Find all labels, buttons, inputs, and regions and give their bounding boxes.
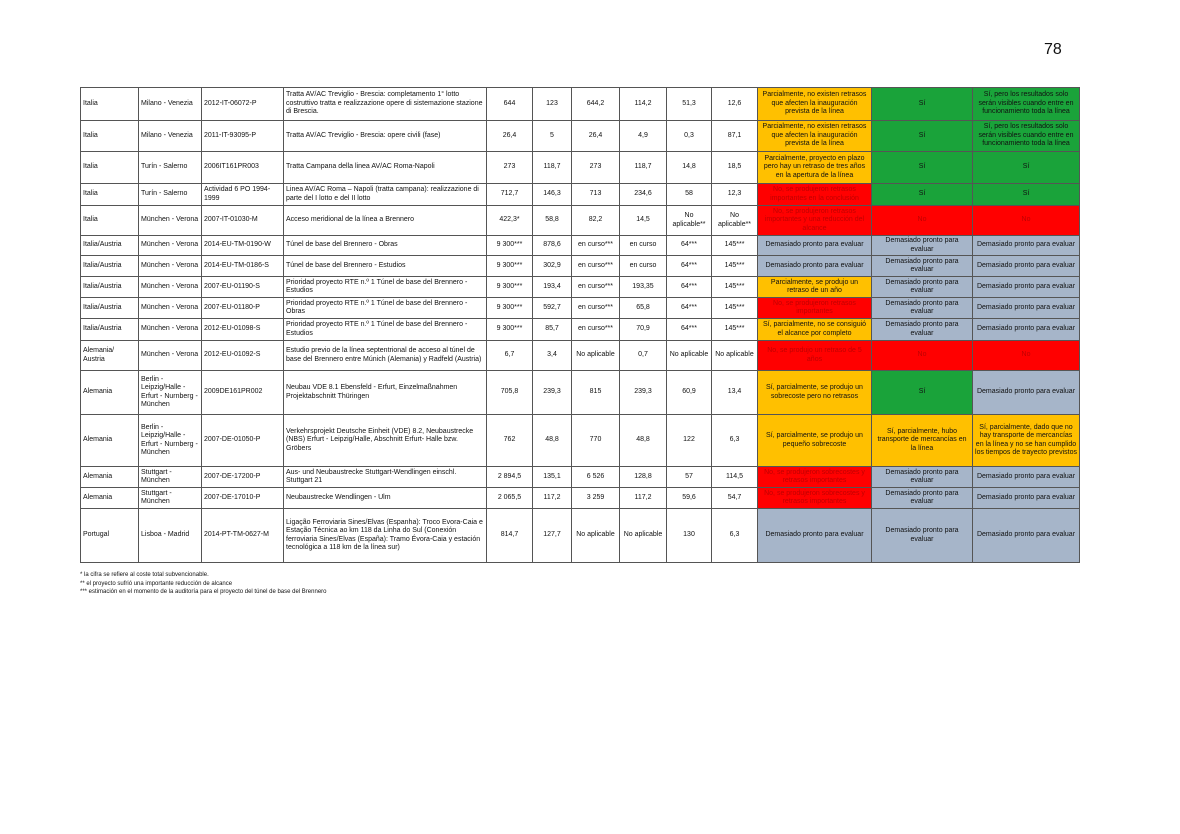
cell-value: 48,8 bbox=[533, 415, 572, 467]
cell-value: 14,5 bbox=[620, 206, 667, 236]
cell-evaluation: Demasiado pronto para evaluar bbox=[872, 319, 973, 341]
table-row bbox=[81, 415, 1080, 467]
cell-country: Italia bbox=[81, 88, 139, 121]
cell-value: 273 bbox=[487, 152, 533, 184]
projects-table bbox=[80, 87, 1080, 563]
cell-value: No aplicable** bbox=[712, 206, 758, 236]
cell-route: München - Verona bbox=[139, 319, 202, 341]
cell-value: 130 bbox=[667, 509, 712, 563]
cell-route: München - Verona bbox=[139, 341, 202, 371]
cell-country: Alemania bbox=[81, 467, 139, 488]
cell-country: Italia/Austria bbox=[81, 277, 139, 298]
cell-value: 9 300*** bbox=[487, 236, 533, 256]
cell-value: 422,3* bbox=[487, 206, 533, 236]
cell-description: Túnel de base del Brennero - Obras bbox=[284, 236, 487, 256]
cell-value: 58 bbox=[667, 184, 712, 206]
cell-evaluation: Sí, parcialmente, se produjo un sobrecoste pero no retrasos bbox=[758, 371, 872, 415]
cell-value: 4,9 bbox=[620, 121, 667, 152]
cell-value: 3 259 bbox=[572, 488, 620, 509]
cell-value: en curso bbox=[620, 236, 667, 256]
table-row bbox=[81, 236, 1080, 256]
cell-evaluation: Demasiado pronto para evaluar bbox=[973, 298, 1080, 319]
cell-country: Alemania bbox=[81, 371, 139, 415]
cell-value: 239,3 bbox=[533, 371, 572, 415]
cell-evaluation: No, se produjeron retrasos importantes y una reducción del alcance bbox=[758, 206, 872, 236]
cell-evaluation: Sí bbox=[872, 371, 973, 415]
cell-code: 2006IT161PR003 bbox=[202, 152, 284, 184]
table-row bbox=[81, 277, 1080, 298]
cell-value: 70,9 bbox=[620, 319, 667, 341]
cell-evaluation: No, se produjeron sobrecostes y retrasos importantes bbox=[758, 488, 872, 509]
cell-evaluation: Demasiado pronto para evaluar bbox=[973, 467, 1080, 488]
cell-value: 644,2 bbox=[572, 88, 620, 121]
cell-evaluation: Demasiado pronto para evaluar bbox=[973, 236, 1080, 256]
table-row bbox=[81, 206, 1080, 236]
cell-evaluation: Parcialmente, no existen retrasos que afecten la inauguración prevista de la línea bbox=[758, 88, 872, 121]
cell-description: Ligação Ferroviaria Sines/Elvas (Espanha): Troco Evora-Caia e Estação Técnica ao km 118 da Linha do Sul (Conexión ferroviaria Sines/Elvas (España): Tramo Évora-Caia y estación tecnológica a 118 km de la línea sur) bbox=[284, 509, 487, 563]
cell-evaluation: Demasiado pronto para evaluar bbox=[872, 236, 973, 256]
footnote: ** el proyecto sufrió una importante reducción de alcance bbox=[80, 580, 233, 587]
cell-value: 128,8 bbox=[620, 467, 667, 488]
cell-value: 712,7 bbox=[487, 184, 533, 206]
cell-value: 9 300*** bbox=[487, 277, 533, 298]
cell-value: en curso*** bbox=[572, 256, 620, 277]
cell-value: 2 065,5 bbox=[487, 488, 533, 509]
cell-value: 644 bbox=[487, 88, 533, 121]
cell-evaluation: No, se produjo un retraso de 5 años bbox=[758, 341, 872, 371]
cell-description: Neubaustrecke Wendlingen - Ulm bbox=[284, 488, 487, 509]
cell-route: Turín - Salerno bbox=[139, 152, 202, 184]
cell-value: en curso bbox=[620, 256, 667, 277]
cell-value: en curso*** bbox=[572, 319, 620, 341]
cell-value: 64*** bbox=[667, 236, 712, 256]
cell-value: No aplicable bbox=[667, 341, 712, 371]
cell-value: 64*** bbox=[667, 256, 712, 277]
cell-value: No aplicable bbox=[712, 341, 758, 371]
cell-value: 64*** bbox=[667, 277, 712, 298]
cell-evaluation: Sí, parcialmente, hubo transporte de mercancías en la línea bbox=[872, 415, 973, 467]
cell-country: Italia/Austria bbox=[81, 298, 139, 319]
cell-value: 814,7 bbox=[487, 509, 533, 563]
cell-description: Prioridad proyecto RTE n.º 1 Túnel de base del Brennero - Estudios bbox=[284, 319, 487, 341]
cell-description: Tratta AV/AC Treviglio - Brescia: completamento 1° lotto costruttivo tratta e realizzazione opere di sistemazione stazione di Brescia. bbox=[284, 88, 487, 121]
cell-route: München - Verona bbox=[139, 277, 202, 298]
cell-evaluation: Parcialmente, se produjo un retraso de un año bbox=[758, 277, 872, 298]
cell-value: 770 bbox=[572, 415, 620, 467]
cell-evaluation: Demasiado pronto para evaluar bbox=[758, 236, 872, 256]
cell-description: Túnel de base del Brennero - Estudios bbox=[284, 256, 487, 277]
cell-value: No aplicable bbox=[572, 341, 620, 371]
cell-value: 82,2 bbox=[572, 206, 620, 236]
cell-value: 146,3 bbox=[533, 184, 572, 206]
cell-evaluation: Sí, pero los resultados solo serán visibles cuando entre en funcionamiento toda la línea bbox=[973, 88, 1080, 121]
cell-value: 118,7 bbox=[533, 152, 572, 184]
cell-evaluation: Demasiado pronto para evaluar bbox=[973, 371, 1080, 415]
cell-description: Neubau VDE 8.1 Ebensfeld - Erfurt, Einzelmaßnahmen Projektabschnitt Thüringen bbox=[284, 371, 487, 415]
cell-value: 5 bbox=[533, 121, 572, 152]
cell-code: 2007-IT-01030-M bbox=[202, 206, 284, 236]
cell-value: 114,2 bbox=[620, 88, 667, 121]
cell-value: 302,9 bbox=[533, 256, 572, 277]
cell-evaluation: Demasiado pronto para evaluar bbox=[872, 509, 973, 563]
cell-route: München - Verona bbox=[139, 236, 202, 256]
cell-value: 6,3 bbox=[712, 509, 758, 563]
cell-value: 114,5 bbox=[712, 467, 758, 488]
cell-value: 122 bbox=[667, 415, 712, 467]
cell-value: 59,6 bbox=[667, 488, 712, 509]
cell-value: 2 894,5 bbox=[487, 467, 533, 488]
table-row bbox=[81, 467, 1080, 488]
cell-evaluation: Demasiado pronto para evaluar bbox=[973, 256, 1080, 277]
cell-value: 705,8 bbox=[487, 371, 533, 415]
cell-route: München - Verona bbox=[139, 298, 202, 319]
table-row bbox=[81, 184, 1080, 206]
cell-value: 0,3 bbox=[667, 121, 712, 152]
cell-value: 592,7 bbox=[533, 298, 572, 319]
cell-evaluation: Sí, parcialmente, se produjo un pequeño sobrecoste bbox=[758, 415, 872, 467]
cell-code: Actividad 6 PO 1994-1999 bbox=[202, 184, 284, 206]
cell-code: 2012-EU-01098-S bbox=[202, 319, 284, 341]
cell-value: 14,8 bbox=[667, 152, 712, 184]
cell-route: Berlin - Leipzig/Halle - Erfurt - Nurnberg - München bbox=[139, 371, 202, 415]
cell-value: 65,8 bbox=[620, 298, 667, 319]
cell-country: Portugal bbox=[81, 509, 139, 563]
cell-description: Prioridad proyecto RTE n.º 1 Túnel de base del Brennero - Obras bbox=[284, 298, 487, 319]
cell-value: 3,4 bbox=[533, 341, 572, 371]
cell-code: 2007-DE-17010-P bbox=[202, 488, 284, 509]
cell-route: Turín - Salerno bbox=[139, 184, 202, 206]
cell-value: 13,4 bbox=[712, 371, 758, 415]
cell-code: 2007-DE-01050-P bbox=[202, 415, 284, 467]
cell-value: 12,3 bbox=[712, 184, 758, 206]
table-row bbox=[81, 256, 1080, 277]
cell-evaluation: Demasiado pronto para evaluar bbox=[973, 277, 1080, 298]
cell-evaluation: Demasiado pronto para evaluar bbox=[872, 467, 973, 488]
table-row bbox=[81, 341, 1080, 371]
cell-country: Italia/Austria bbox=[81, 319, 139, 341]
cell-value: 26,4 bbox=[487, 121, 533, 152]
cell-value: No aplicable** bbox=[667, 206, 712, 236]
cell-value: 145*** bbox=[712, 298, 758, 319]
cell-value: 57 bbox=[667, 467, 712, 488]
cell-country: Alemania bbox=[81, 415, 139, 467]
cell-value: 193,4 bbox=[533, 277, 572, 298]
page-number: 78 bbox=[1044, 41, 1062, 58]
cell-description: Aus- und Neubaustrecke Stuttgart-Wendlingen einschl. Stuttgart 21 bbox=[284, 467, 487, 488]
cell-value: 117,2 bbox=[533, 488, 572, 509]
cell-description: Estudio previo de la línea septentrional de acceso al túnel de base del Brennero entre Múnich (Alemania) y Radfeld (Austria) bbox=[284, 341, 487, 371]
cell-code: 2007-DE-17200-P bbox=[202, 467, 284, 488]
cell-value: 713 bbox=[572, 184, 620, 206]
cell-country: Italia/Austria bbox=[81, 236, 139, 256]
cell-route: Milano - Venezia bbox=[139, 121, 202, 152]
cell-evaluation: Sí bbox=[973, 152, 1080, 184]
table-row bbox=[81, 509, 1080, 563]
cell-value: 118,7 bbox=[620, 152, 667, 184]
footnote: * la cifra se refiere al coste total subvencionable. bbox=[80, 572, 209, 578]
cell-evaluation: Sí, pero los resultados solo serán visibles cuando entre en funcionamiento toda la línea bbox=[973, 121, 1080, 152]
cell-value: 48,8 bbox=[620, 415, 667, 467]
cell-evaluation: No bbox=[872, 206, 973, 236]
table-row bbox=[81, 488, 1080, 509]
cell-value: 64*** bbox=[667, 298, 712, 319]
cell-description: Prioridad proyecto RTE n.º 1 Túnel de base del Brennero - Estudios bbox=[284, 277, 487, 298]
cell-value: 58,8 bbox=[533, 206, 572, 236]
cell-code: 2012-IT-06072-P bbox=[202, 88, 284, 121]
cell-description: Tratta Campana della linea AV/AC Roma-Napoli bbox=[284, 152, 487, 184]
cell-value: 9 300*** bbox=[487, 298, 533, 319]
cell-value: 64*** bbox=[667, 319, 712, 341]
cell-value: 878,6 bbox=[533, 236, 572, 256]
cell-evaluation: No bbox=[973, 341, 1080, 371]
cell-code: 2011-IT-93095-P bbox=[202, 121, 284, 152]
cell-evaluation: No bbox=[973, 206, 1080, 236]
cell-description: Tratta AV/AC Treviglio - Brescia: opere civili (fase) bbox=[284, 121, 487, 152]
cell-value: 60,9 bbox=[667, 371, 712, 415]
cell-country: Italia/Austria bbox=[81, 256, 139, 277]
cell-value: en curso*** bbox=[572, 277, 620, 298]
table-row bbox=[81, 371, 1080, 415]
cell-description: Verkehrsprojekt Deutsche Einheit (VDE) 8.2, Neubaustrecke (NBS) Erfurt - Leipzig/Halle, Abschnitt Erfurt- Halle bzw. Gröbers bbox=[284, 415, 487, 467]
cell-evaluation: Demasiado pronto para evaluar bbox=[872, 488, 973, 509]
cell-code: 2007-EU-01190-S bbox=[202, 277, 284, 298]
cell-value: 54,7 bbox=[712, 488, 758, 509]
cell-value: 193,35 bbox=[620, 277, 667, 298]
table-row bbox=[81, 152, 1080, 184]
cell-code: 2009DE161PR002 bbox=[202, 371, 284, 415]
footnote: *** estimación en el momento de la auditoría para el proyecto del túnel de base del Brennero bbox=[80, 589, 327, 596]
cell-value: en curso*** bbox=[572, 298, 620, 319]
cell-code: 2014-EU-TM-0190-W bbox=[202, 236, 284, 256]
cell-code: 2014-PT-TM-0627-M bbox=[202, 509, 284, 563]
cell-value: 145*** bbox=[712, 277, 758, 298]
cell-value: 145*** bbox=[712, 319, 758, 341]
cell-evaluation: No, se produjeron retrasos importantes en la conclusión bbox=[758, 184, 872, 206]
table-row bbox=[81, 319, 1080, 341]
cell-value: 51,3 bbox=[667, 88, 712, 121]
cell-code: 2007-EU-01180-P bbox=[202, 298, 284, 319]
cell-value: 18,5 bbox=[712, 152, 758, 184]
cell-route: München - Verona bbox=[139, 256, 202, 277]
cell-value: 239,3 bbox=[620, 371, 667, 415]
cell-evaluation: Demasiado pronto para evaluar bbox=[872, 298, 973, 319]
cell-value: 135,1 bbox=[533, 467, 572, 488]
cell-evaluation: Sí bbox=[872, 121, 973, 152]
cell-evaluation: Sí, parcialmente, dado que no hay transporte de mercancías en la línea y no se han cumplido los tiempos de trayecto previstos bbox=[973, 415, 1080, 467]
cell-country: Italia bbox=[81, 121, 139, 152]
cell-evaluation: Demasiado pronto para evaluar bbox=[973, 509, 1080, 563]
cell-value: No aplicable bbox=[620, 509, 667, 563]
cell-value: No aplicable bbox=[572, 509, 620, 563]
cell-evaluation: Demasiado pronto para evaluar bbox=[973, 319, 1080, 341]
cell-code: 2014-EU-TM-0186-S bbox=[202, 256, 284, 277]
cell-evaluation: Sí bbox=[872, 88, 973, 121]
cell-value: 273 bbox=[572, 152, 620, 184]
cell-value: 6,7 bbox=[487, 341, 533, 371]
cell-evaluation: Parcialmente, proyecto en plazo pero hay un retraso de tres años en la apertura de la línea bbox=[758, 152, 872, 184]
cell-route: Stuttgart - München bbox=[139, 467, 202, 488]
footnotes bbox=[80, 571, 327, 597]
cell-evaluation: No, se produjeron retrasos importantes bbox=[758, 298, 872, 319]
cell-evaluation: Demasiado pronto para evaluar bbox=[973, 488, 1080, 509]
cell-evaluation: Demasiado pronto para evaluar bbox=[758, 509, 872, 563]
cell-value: 762 bbox=[487, 415, 533, 467]
cell-value: 6 526 bbox=[572, 467, 620, 488]
cell-value: 127,7 bbox=[533, 509, 572, 563]
cell-route: Berlin - Leipzig/Halle - Erfurt - Nurnberg - München bbox=[139, 415, 202, 467]
cell-value: 234,6 bbox=[620, 184, 667, 206]
cell-value: en curso*** bbox=[572, 236, 620, 256]
cell-evaluation: Demasiado pronto para evaluar bbox=[872, 277, 973, 298]
cell-country: Alemania/ Austria bbox=[81, 341, 139, 371]
cell-country: Italia bbox=[81, 152, 139, 184]
cell-value: 87,1 bbox=[712, 121, 758, 152]
cell-value: 9 300*** bbox=[487, 319, 533, 341]
cell-value: 145*** bbox=[712, 236, 758, 256]
cell-value: 26,4 bbox=[572, 121, 620, 152]
cell-evaluation: Demasiado pronto para evaluar bbox=[872, 256, 973, 277]
cell-description: Linea AV/AC Roma – Napoli (tratta campana): realizzazione di parte del I lotto e del II lotto bbox=[284, 184, 487, 206]
cell-country: Alemania bbox=[81, 488, 139, 509]
cell-evaluation: Parcialmente, no existen retrasos que afecten la inauguración prevista de la línea bbox=[758, 121, 872, 152]
cell-route: Lisboa - Madrid bbox=[139, 509, 202, 563]
cell-evaluation: No bbox=[872, 341, 973, 371]
cell-route: Stuttgart - München bbox=[139, 488, 202, 509]
cell-evaluation: Sí bbox=[973, 184, 1080, 206]
cell-evaluation: Sí, parcialmente, no se consiguió el alcance por completo bbox=[758, 319, 872, 341]
table-row bbox=[81, 121, 1080, 152]
cell-route: Milano - Venezia bbox=[139, 88, 202, 121]
cell-value: 117,2 bbox=[620, 488, 667, 509]
cell-value: 0,7 bbox=[620, 341, 667, 371]
cell-value: 6,3 bbox=[712, 415, 758, 467]
cell-evaluation: Sí bbox=[872, 152, 973, 184]
table-row bbox=[81, 298, 1080, 319]
cell-country: Italia bbox=[81, 206, 139, 236]
cell-evaluation: Sí bbox=[872, 184, 973, 206]
cell-description: Acceso meridional de la línea a Brennero bbox=[284, 206, 487, 236]
cell-code: 2012-EU-01092-S bbox=[202, 341, 284, 371]
cell-value: 145*** bbox=[712, 256, 758, 277]
cell-value: 85,7 bbox=[533, 319, 572, 341]
cell-value: 815 bbox=[572, 371, 620, 415]
cell-evaluation: Demasiado pronto para evaluar bbox=[758, 256, 872, 277]
cell-evaluation: No, se produjeron sobrecostes y retrasos importantes bbox=[758, 467, 872, 488]
cell-value: 12,6 bbox=[712, 88, 758, 121]
cell-country: Italia bbox=[81, 184, 139, 206]
cell-route: München - Verona bbox=[139, 206, 202, 236]
cell-value: 123 bbox=[533, 88, 572, 121]
table-row bbox=[81, 88, 1080, 121]
cell-value: 9 300*** bbox=[487, 256, 533, 277]
